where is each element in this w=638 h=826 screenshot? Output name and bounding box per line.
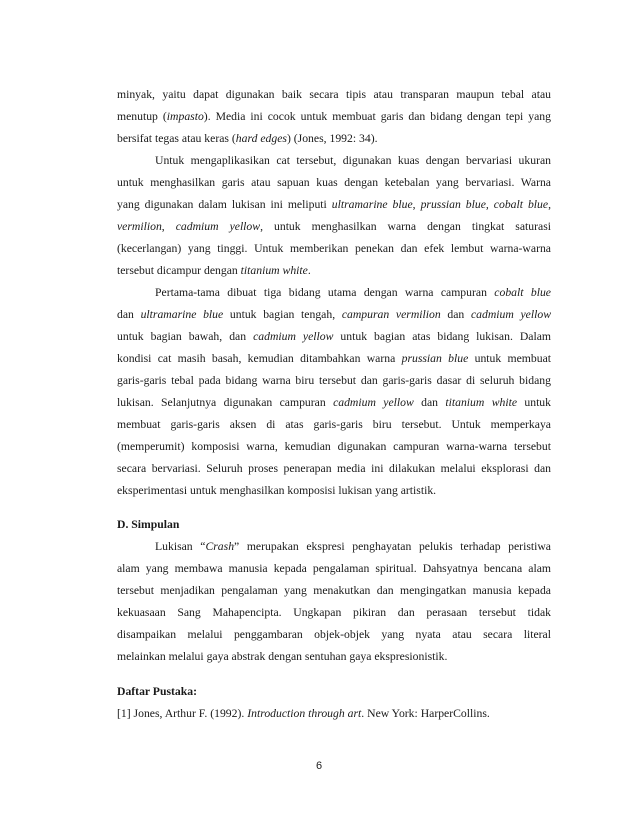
text-run: garis-garis tebal pada bidang warna biru tersebut dan garis-garis dasar di seluruh bidang [117,374,551,387]
italic-term: Introduction through art [247,707,362,720]
text-line [117,176,551,190]
text-run: untuk bagian bawah, dan [117,330,254,343]
text-run: minyak, yaitu dapat digunakan baik secara tipis atau transparan maupun tebal atau [117,88,551,101]
italic-term: ultramarine blue [140,308,224,321]
italic-term: prussian blue, cobalt blue [420,198,549,211]
italic-term: ultramarine blue [331,198,413,211]
italic-term: cadmium yellow [253,330,334,343]
text-run: tersebut dicampur dengan [117,264,241,277]
text-line [155,540,551,554]
text-run: , [161,220,176,233]
reference-item [117,707,551,721]
italic-term: impasto [166,110,204,123]
text-run: menutup ( [117,110,167,123]
text-line [117,308,551,322]
text-line [117,264,551,278]
text-run: dan [413,396,446,409]
text-run: eksperimentasi untuk menghasilkan komposisi lukisan yang artistik. [117,484,437,497]
text-run: untuk bagian atas bidang lukisan. Dalam [333,330,552,343]
text-run: membuat garis-garis aksen di atas garis-garis biru tersebut. Untuk memperkaya [117,418,551,431]
text-run: Untuk mengaplikasikan cat tersebut, digunakan kuas dengan bervariasi ukuran [155,154,551,167]
text-run: , untuk menghasilkan warna dengan tingkat saturasi [260,220,551,233]
text-line [155,154,551,168]
text-run: secara bervariasi. Seluruh proses penerapan media ini dilakukan melalui eksplorasi dan [117,462,551,475]
text-run: kekuasaan Sang Mahapencipta. Ungkapan pikiran dan perasaan tersebut tidak [117,606,551,619]
text-run: bersifat tegas atau keras ( [117,132,236,145]
text-line [117,606,551,620]
text-line [117,628,551,642]
text-line [117,220,551,234]
text-run: alam yang membawa manusia kepada pengalaman spiritual. Dahsyatnya bencana alam [117,562,551,575]
text-line [155,286,551,300]
text-run: untuk [517,396,551,409]
text-run: (kecerlangan) yang tinggi. Untuk memberikan penekan dan efek lembut warna-warna [117,242,551,255]
text-run: . [307,264,311,277]
text-line [117,132,551,146]
text-run: untuk membuat [468,352,552,365]
italic-term: cadmium yellow [175,220,261,233]
text-run: ). Media ini cocok untuk membuat garis dan bidang dengan tepi yang [203,110,551,123]
text-line [117,198,551,212]
text-run: tersebut menjadikan pengalaman yang menakutkan dan mengingatkan manusia kepada [117,584,551,597]
text-line [117,242,551,256]
text-run: (memperumit) komposisi warna, kemudian digunakan campuran warna-warna tersebut [117,440,551,453]
italic-term: titanium white [240,264,308,277]
section-heading: Daftar Pustaka: [117,685,197,698]
italic-term: cadmium yellow [333,396,414,409]
text-run: Lukisan “ [155,540,206,553]
text-run: yang digunakan dalam lukisan ini meliputi [117,198,332,211]
text-run: , [548,198,551,211]
text-run: , [412,198,421,211]
text-line [117,440,551,454]
text-run: Pertama-tama dibuat tiga bidang utama dengan warna campuran [155,286,495,299]
text-run: . New York: HarperCollins. [361,707,490,720]
text-run: dan [117,308,141,321]
text-line [117,88,551,102]
text-run: untuk menghasilkan garis atau sapuan kuas dengan ketebalan yang bervariasi. Warna [117,176,551,189]
text-run: untuk bagian tengah, [223,308,342,321]
italic-term: vermilion [117,220,162,233]
text-run: melainkan melalui gaya abstrak dengan sentuhan gaya ekspresionistik. [117,650,448,663]
italic-term: hard edges [235,132,287,145]
italic-term: titanium white [445,396,518,409]
italic-term: prussian blue [401,352,469,365]
text-run: kondisi cat masih basah, kemudian ditambahkan warna [117,352,402,365]
text-line [117,110,551,124]
section-heading: D. Simpulan [117,518,180,531]
text-run: [1] Jones, Arthur F. (1992). [117,707,248,720]
text-run: ” merupakan ekspresi penghayatan pelukis terhadap peristiwa [234,540,551,553]
italic-term: campuran vermilion [341,308,441,321]
text-line [117,584,551,598]
text-line [117,462,551,476]
text-line [117,352,551,366]
text-line [117,650,551,664]
text-line [117,562,551,576]
text-run: ) (Jones, 1992: 34). [286,132,378,145]
text-run: disampaikan melalui penggambaran objek-objek yang nyata atau secara literal [117,628,551,641]
text-line [117,396,551,410]
italic-term: cobalt blue [494,286,551,299]
text-run: dan [440,308,471,321]
italic-term: cadmium yellow [470,308,551,321]
page-number: 6 [315,760,323,772]
text-line [117,330,551,344]
text-line [117,374,551,388]
text-run: lukisan. Selanjutnya digunakan campuran [117,396,334,409]
text-line [117,418,551,432]
text-line [117,484,551,498]
italic-term: Crash [205,540,235,553]
